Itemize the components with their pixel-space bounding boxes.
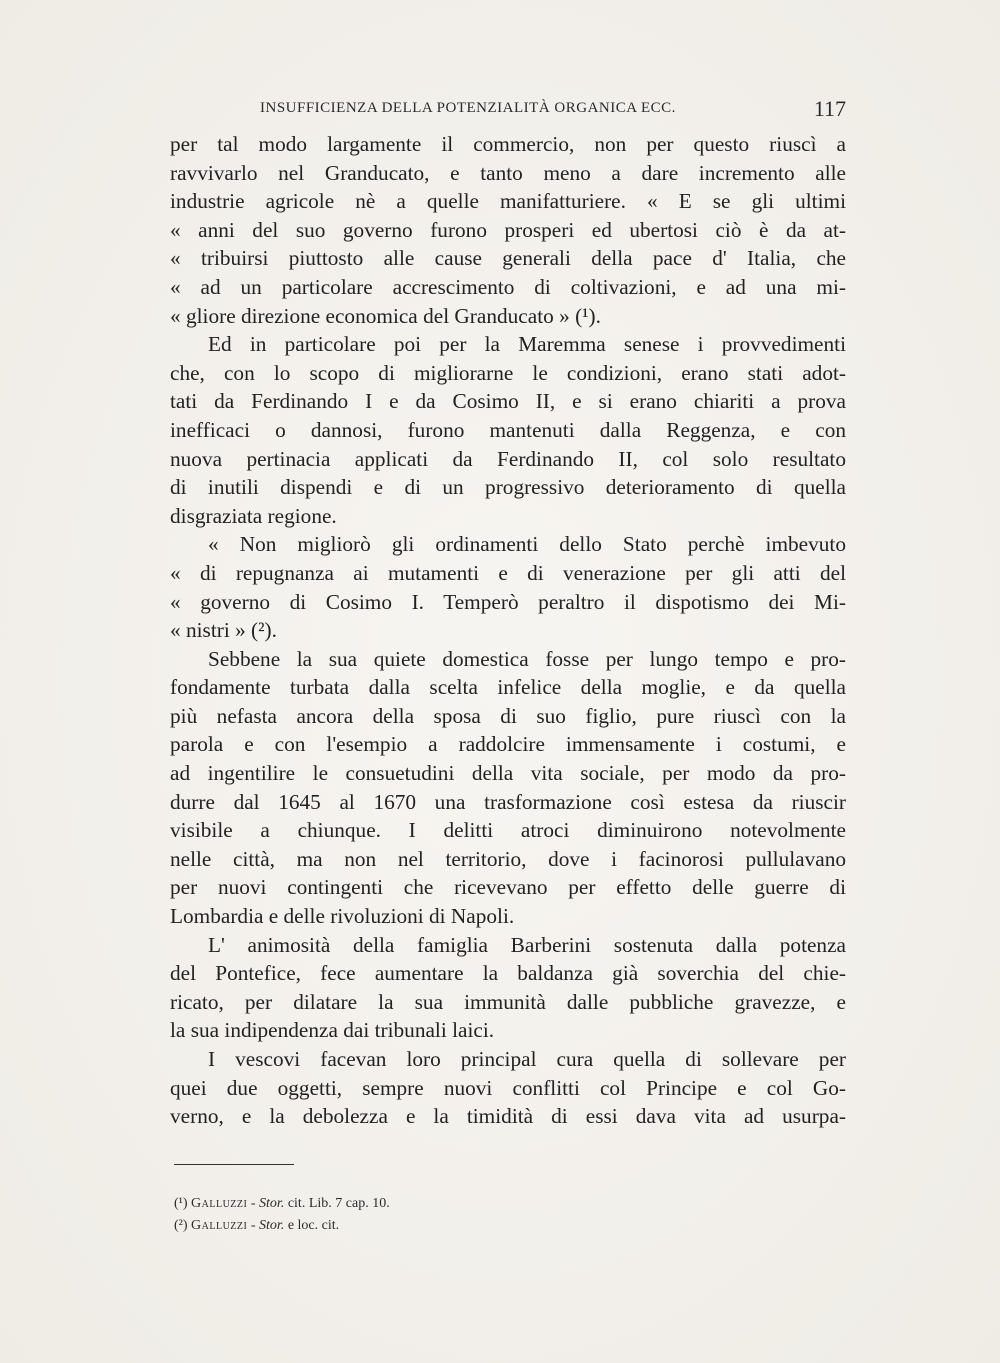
text-line: « di repugnanza ai mutamenti e di venerazione per gli atti del [170, 560, 846, 585]
footnote-rule [174, 1164, 294, 1165]
text-line: ricato, per dilatare la sua immunità dalle pubbliche gravezze, e [170, 989, 846, 1014]
footnote [174, 1193, 774, 1215]
text-line: « tribuirsi piuttosto alle cause generali della pace d' Italia, che [170, 246, 846, 271]
paragraph [170, 931, 846, 1045]
text-line: del Pontefice, fece aumentare la baldanza già soverchia del chie- [170, 961, 846, 986]
text-line: I vescovi facevan loro principal cura quella di sollevare per [208, 1047, 846, 1071]
text-line: per nuovi contingenti che ricevevano per effetto delle guerre di [170, 875, 846, 900]
text-line: quei due oggetti, sempre nuovi conflitti col Principe e col Go- [170, 1075, 846, 1100]
footnote-author: Galluzzi [191, 1196, 248, 1211]
text-line: L' animosità della famiglia Barberini sostenuta dalla potenza [208, 932, 846, 957]
text-line: parola e con l'esempio a raddolcire immensamente i costumi, e [170, 732, 846, 757]
text-line: industrie agricole nè a quelle manifatturiere. « E se gli ultimi [170, 189, 846, 214]
footnote-mark: (²) [174, 1218, 188, 1233]
footnote-mark: (¹) [174, 1196, 188, 1211]
text-line: di inutili dispendi e di un progressivo deterioramento di quella [170, 475, 846, 500]
footnotes [174, 1193, 774, 1237]
text-line: ravvivarlo nel Granducato, e tanto meno a dare incremento alle [170, 160, 846, 185]
text-line: « governo di Cosimo I. Temperò peraltro il dispotismo dei Mi- [170, 589, 846, 614]
text-line: nuova pertinacia applicati da Ferdinando II, col solo resultato [170, 446, 846, 471]
text-line: « anni del suo governo furono prosperi ed ubertosi ciò è da at- [170, 217, 846, 242]
text-line: durre dal 1645 al 1670 una trasformazione così estesa da riuscir [170, 789, 846, 814]
running-head: INSUFFICIENZA DELLA POTENZIALITÀ ORGANICA ECC. [260, 100, 676, 116]
text-line: ad ingentilire le consuetudini della vita sociale, per modo da pro- [170, 761, 846, 786]
text-line: verno, e la debolezza e la timidità di essi dava vita ad usurpa- [170, 1104, 846, 1129]
footnote-separator: - [247, 1218, 260, 1233]
footnote-separator: - [247, 1196, 260, 1211]
text-line: « Non migliorò gli ordinamenti dello Stato perchè imbevuto [208, 532, 846, 557]
text-line: più nefasta ancora della sposa di suo figlio, pure riuscì con la [170, 703, 846, 728]
text-line: Sebbene la sua quiete domestica fosse per lungo tempo e pro- [208, 646, 846, 671]
text-line: disgraziata regione. [170, 503, 337, 528]
text-line: inefficaci o dannosi, furono mantenuti dalla Reggenza, e con [170, 417, 846, 442]
paragraph [170, 530, 846, 644]
text-line: per tal modo largamente il commercio, non per questo riuscì a [170, 132, 846, 156]
text-line: la sua indipendenza dai tribunali laici. [170, 1018, 495, 1043]
text-line: nelle città, ma non nel territorio, dove i facinorosi pullulavano [170, 846, 846, 871]
text-line: fondamente turbata dalla scelta infelice della moglie, e da quella [170, 675, 846, 700]
paragraph [170, 330, 846, 530]
text-line: « ad un particolare accrescimento di coltivazioni, e ad una mi- [170, 274, 846, 299]
text-line: Ed in particolare poi per la Maremma senese i provvedimenti [208, 332, 846, 357]
footnote-author: Galluzzi [191, 1218, 248, 1233]
text-line: che, con lo scopo di migliorarne le condizioni, erano stati adot- [170, 360, 846, 385]
text-line: Lombardia e delle rivoluzioni di Napoli. [170, 904, 515, 929]
text-line: tati da Ferdinando I e da Cosimo II, e si erano chiariti a prova [170, 389, 846, 414]
body-text [170, 130, 846, 1131]
paragraph [170, 645, 846, 931]
footnote-ref: e loc. cit. [284, 1218, 340, 1233]
footnote [174, 1215, 774, 1237]
text-line: « nistri » (²). [170, 618, 277, 643]
text-line: « gliore direzione economica del Granducato » (¹). [170, 303, 601, 328]
footnote-work: Stor. [259, 1218, 285, 1233]
page-number: 117 [813, 96, 846, 121]
text-line: visibile a chiunque. I delitti atroci diminuirono notevolmente [170, 818, 846, 843]
paragraph [170, 130, 846, 330]
page-header [170, 96, 846, 124]
footnote-work: Stor. [259, 1196, 285, 1211]
footnote-ref: cit. Lib. 7 cap. 10. [284, 1196, 390, 1211]
paragraph [170, 1045, 846, 1131]
